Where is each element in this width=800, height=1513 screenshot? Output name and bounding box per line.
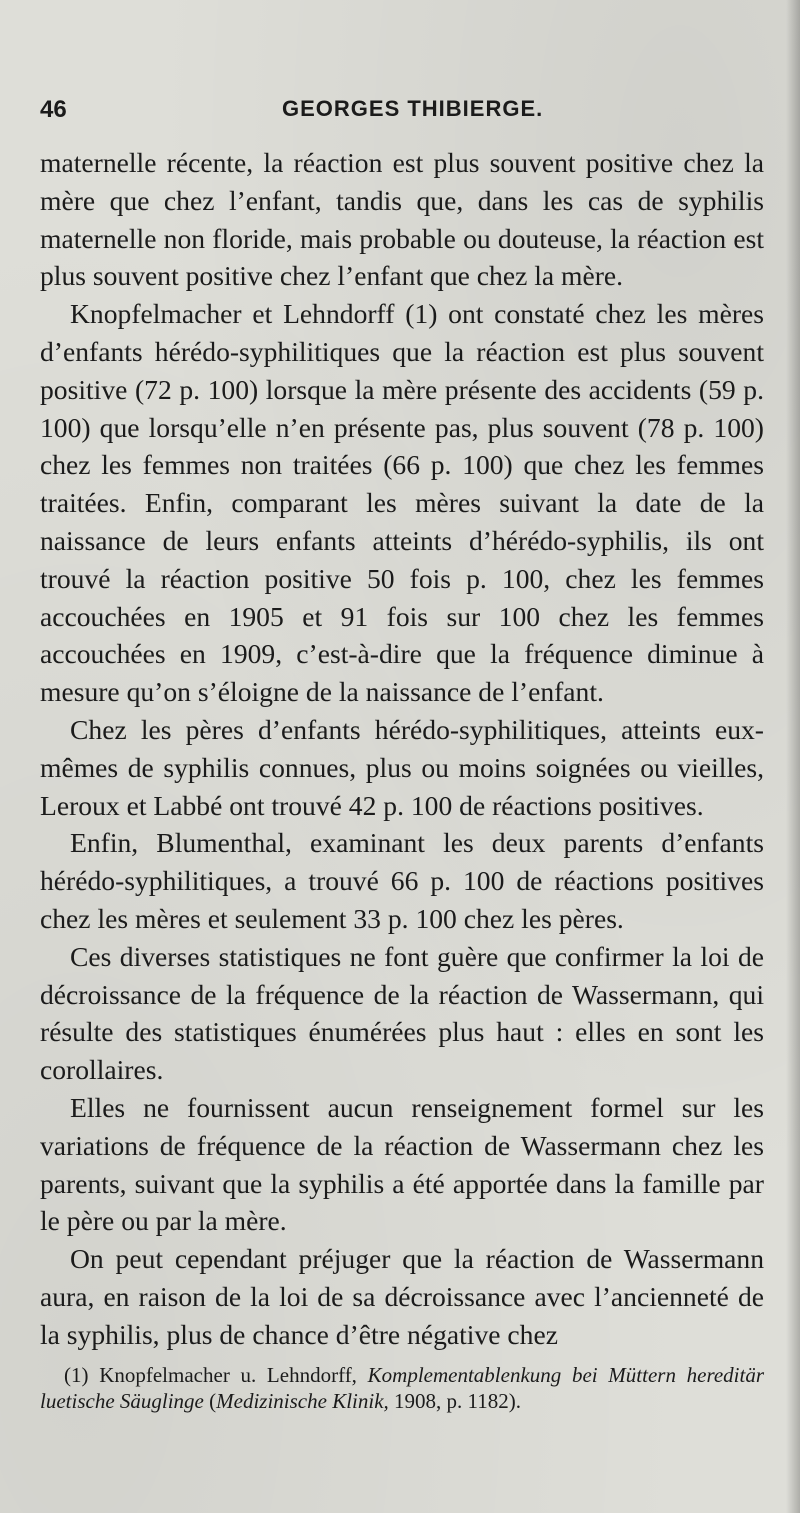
footnote-authors: Knopfelmacher u. Lehndorff, bbox=[99, 1362, 357, 1387]
paragraph-continuation: maternelle récente, la réaction est plus souvent positive chez la mère que chez l’enfant, tandis que, dans les cas de syphilis maternelle non floride, mais probable ou douteuse, la réaction est plus souvent positive chez l’enfant que chez la mère. bbox=[40, 147, 764, 292]
footnote-marker: (1) bbox=[64, 1362, 89, 1387]
footnote-title: Komplementablenkung bei Müttern hereditär luetische Säuglinge bbox=[40, 1362, 765, 1413]
page-header bbox=[40, 92, 764, 134]
body-text bbox=[40, 144, 764, 1354]
paragraph-statistiques: Ces diverses statistiques ne font guère que confirmer la loi de décroissance de la fréquence de la réaction de Wassermann, qui résulte des statistiques énumérées plus haut : elles en sont les corollaires. bbox=[40, 940, 764, 1086]
footnote bbox=[40, 1362, 764, 1414]
paragraph-prejuger: On peut cependant préjuger que la réaction de Wassermann aura, en raison de la loi de sa décroissance avec l’ancienneté de la syphilis, plus de chance d’être négative chez bbox=[40, 1243, 764, 1350]
paragraph-blumenthal: Enfin, Blumenthal, examinant les deux parents d’enfants hérédo-syphilitiques, a trouvé 66 p. 100 de réactions positives chez les mères et seulement 33 p. 100 chez les pères. bbox=[40, 827, 764, 934]
running-head: GEORGES THIBIERGE. bbox=[282, 96, 544, 121]
footnote-year-page: 1908, p. 1182). bbox=[394, 1388, 521, 1413]
footnote-spacer bbox=[40, 1354, 764, 1362]
page-number: 46 bbox=[40, 96, 67, 123]
paragraph-renseignement: Elles ne fournissent aucun renseignement formel sur les variations de fréquence de la réaction de Wassermann chez les parents, suivant que la syphilis a été apportée dans la famille par le père ou par la mère. bbox=[40, 1091, 764, 1237]
footnote-paren-open: ( bbox=[209, 1388, 217, 1413]
footnote-journal: Medizinische Klinik, bbox=[216, 1388, 389, 1413]
paragraph-knopfelmacher: Knopfelmacher et Lehndorff (1) ont constaté chez les mères d’enfants hérédo-syphilitiques que la réaction est plus souvent positive (72 p. 100) lorsque la mère présente des accidents (59 p. 100) que lorsqu’elle n’en présente pas, plus souvent (78 p. 100) chez les femmes non traitées (66 p. 100) que chez les femmes traitées. Enfin, comparant les mères suivant la date de la naissance de leurs enfants atteints d’hérédo-syphilis, ils ont trouvé la réaction positive 50 fois p. 100, chez les femmes accouchées en 1905 et 91 fois sur 100 chez les femmes accouchées en 1909, c’est-à-dire que la fréquence diminue à mesure qu’on s’éloigne de la naissance de l’enfant. bbox=[40, 298, 764, 708]
paragraph-peres: Chez les pères d’enfants hérédo-syphilitiques, atteints eux-mêmes de syphilis connues, plus ou moins soignées ou vieilles, Leroux et Labbé ont trouvé 42 p. 100 de réactions positives. bbox=[40, 713, 764, 821]
